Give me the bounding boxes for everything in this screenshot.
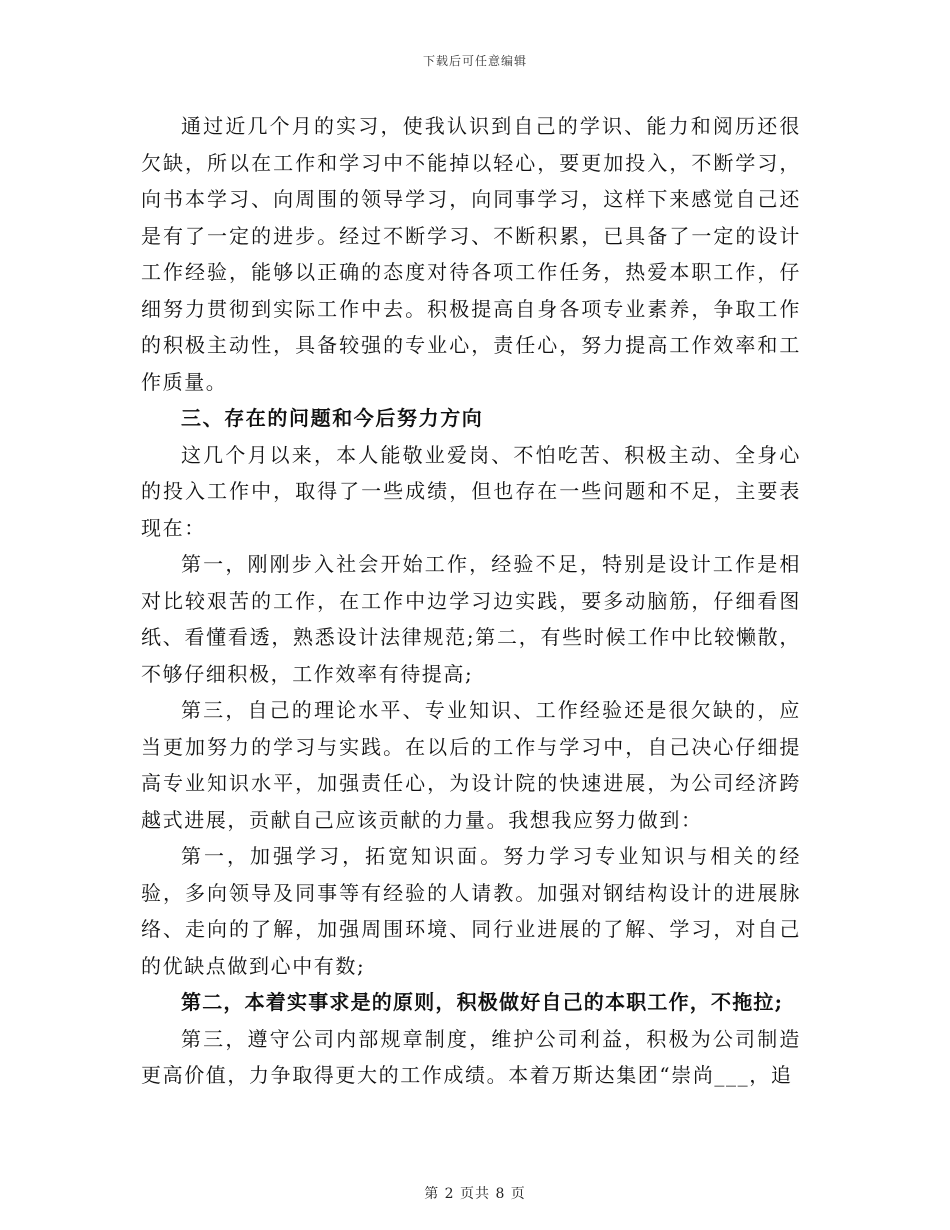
page-number: 第 2 页共 8 页 [424, 1186, 526, 1202]
paragraph-third-problem: 第三，自己的理论水平、专业知识、工作经验还是很欠缺的，应当更加努力的学习与实践。在以后的工作与学习中，自己决心仔细提高专业知识水平，加强责任心，为设计院的快速进展，为公司经济跨越式进展，贡献自己应该贡献的力量。我想我应努力做到： [141, 698, 801, 832]
paragraph-problems-intro: 这几个月以来，本人能敬业爱岗、不怕吃苦、积极主动、全身心的投入工作中，取得了一些成绩，但也存在一些问题和不足，主要表现在： [141, 442, 801, 540]
paragraph-internship-summary: 通过近几个月的实习，使我认识到自己的学识、能力和阅历还很欠缺，所以在工作和学习中不能掉以轻心，要更加投入，不断学习，向书本学习、向周围的领导学习，向同事学习，这样下来感觉自己还是有了一定的进步。经过不断学习、不断积累，已具备了一定的设计工作经验，能够以正确的态度对待各项工作任务，热爱本职工作，仔细努力贯彻到实际工作中去。积极提高自身各项专业素养，争取工作的积极主动性，具备较强的专业心，责任心，努力提高工作效率和工作质量。 [141, 114, 801, 394]
section-heading: 三、存在的问题和今后努力方向 [181, 406, 484, 430]
header-note: 下载后可任意编辑 [422, 54, 527, 68]
paragraph-first-second-problems: 第一，刚刚步入社会开始工作，经验不足，特别是设计工作是相对比较艰苦的工作，在工作中边学习边实践，要多动脑筋，仔细看图纸、看懂看透，熟悉设计法律规范;第二，有些时候工作中比较懒散，不够仔细积极，工作效率有待提高; [141, 552, 801, 686]
document-body [141, 108, 801, 1094]
paragraph-plan-second: 第二，本着实事求是的原则，积极做好自己的本职工作，不拖拉; [181, 990, 784, 1014]
paragraph-plan-third: 第三，遵守公司内部规章制度，维护公司利益，积极为公司制造更高价值，力争取得更大的工作成绩。本着万斯达集团“崇尚___，追 [141, 1026, 801, 1087]
paragraph-plan-first: 第一，加强学习，拓宽知识面。努力学习专业知识与相关的经验，多向领导及同事等有经验的人请教。加强对钢结构设计的进展脉络、走向的了解，加强周围环境、同行业进展的了解、学习，对自己的优缺点做到心中有数; [141, 844, 801, 978]
